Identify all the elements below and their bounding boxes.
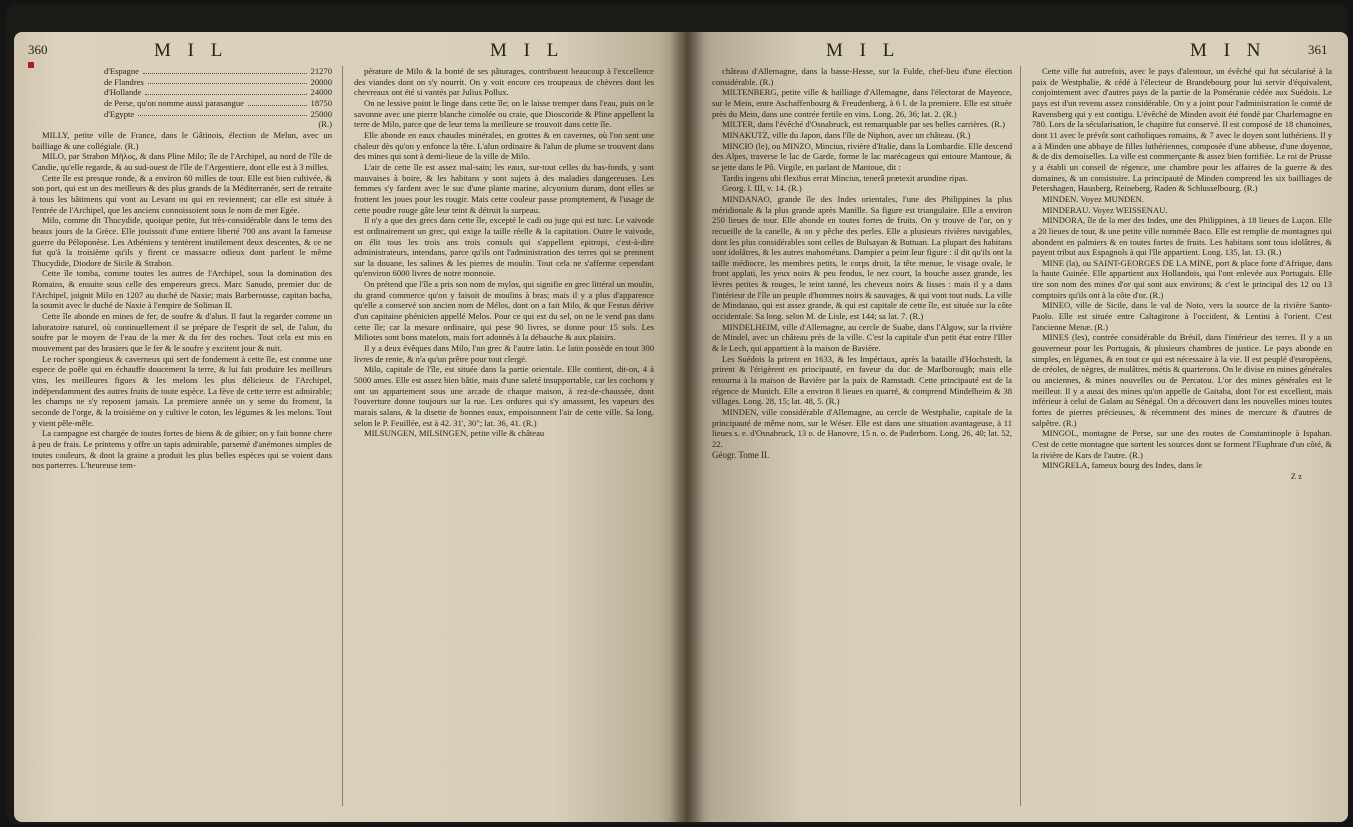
page-number: 361 bbox=[1308, 42, 1328, 57]
sheet-signature: Z z bbox=[1290, 470, 1302, 481]
paragraph: pérature de Milo & la bonté de ses pâturages, contribuent beaucoup à l'excellence des viandes dont on s'y nourrit. On y voit encore ces troupeaux de chèvres dont les chevreaux ont été si vantés par Julius Pollux. bbox=[354, 66, 654, 98]
article-text bbox=[354, 66, 654, 439]
column-rule bbox=[1020, 66, 1021, 806]
row-label: de Perse, qu'on nomme aussi parasangue bbox=[104, 97, 244, 108]
article-text bbox=[32, 130, 332, 471]
paragraph: château d'Allemagne, dans la basse-Hesse, sur la Fulde, chef-lieu d'une élection considérable. (R.) bbox=[712, 66, 1012, 87]
running-head: M I N bbox=[1190, 40, 1267, 61]
paragraph: Cette île abonde en mines de fer, de soufre & d'alun. Il faut la regarder comme un laboratoire naturel, où continuellement il se prépare de l'esprit de sel, de l'alun, du soufre par le moyen de l'eau de la mer & du fer des roches. Tout cela est mis en mouvement par des brasiers que le fer & le soufre y excitent jour & nuit. bbox=[32, 311, 332, 354]
book-gutter bbox=[670, 32, 704, 822]
paragraph: MINEO, ville de Sicile, dans le val de Noto, vers la source de la rivière Santo-Paolo. Elle est située entre Caltagirone à l'occident, & Lentini à l'orient. C'est l'ancienne Menæ. (R.) bbox=[1032, 300, 1332, 332]
paragraph: MILTENBERG, petite ville & bailliage d'Allemagne, dans l'électorat de Mayence, sur le Mein, entre Aschaffenbourg & Freudenberg, à 6 l. de la premiere. Elle est située près du Mein, dans une contrée fertile en vins. Long. 26, 36; lat. 2. (R.) bbox=[712, 87, 1012, 119]
table-row bbox=[32, 66, 332, 77]
page-number: 360 bbox=[28, 42, 48, 57]
paragraph: MINGRELA, fameux bourg des Indes, dans le bbox=[1042, 460, 1203, 471]
paragraph: Il y a deux évêques dans Milo, l'un grec & l'autre latin. Le latin possède en tout 300 livres de rente, & n'a qu'un prêtre pour tout clergé. bbox=[354, 343, 654, 364]
paragraph: Le rocher spongieux & caverneux qui sert de fondement à cette île, est comme une espece de poêle qui en échauffe doucement la terre, & lui fait produire les meilleurs vins, les meilleures figues & les melons les plus délicieux de l'Archipel, indépendamment des autres fruits de toute espèce. La fève de cette terre est admirable; les champs ne s'y reposent jamais. La premiere année on y seme du froment, la seconde de l'orge, & la troisième on y cultive le coton, les légumes & les melons. Tout y vient pêle-mêle. bbox=[32, 353, 332, 428]
row-label: d'Espagne bbox=[104, 66, 139, 76]
dot-leader bbox=[145, 87, 306, 95]
paragraph: Georg. l. III, v. 14. (R.) bbox=[722, 183, 802, 194]
column-rule bbox=[342, 66, 343, 806]
table-row bbox=[32, 109, 332, 120]
paragraph: MINDORA, île de la mer des Indes, une des Philippines, à 18 lieues de Luçon. Elle a 20 lieues de tour, & une petite ville nommée Baco. Elle est remplie de montagnes qui abondent en palmiers & en toutes fortes de fruits. Les habitans sont tous idolâtres, & payent tribut aux Espagnols à qui l'île appartient. Long. 135, lat. 13. (R.) bbox=[1032, 215, 1332, 258]
paragraph: MINAKUTZ, ville du Japon, dans l'île de Niphon, avec un château. (R.) bbox=[722, 129, 971, 140]
paragraph: Cette île tomba, comme toutes les autres de l'Archipel, sous la domination des Romains, & ensuite sous celle des empereurs grecs. Marc Sanudo, premier duc de l'Archipel, joignit Milo en 1207 au duché de Naxie; mais Barberousse, capitan bacha, la soumit avec le duché de Naxie à l'empire de Soliman II. bbox=[32, 268, 332, 311]
row-value: 21270 bbox=[310, 66, 332, 76]
paragraph: Il n'y a que des grecs dans cette île, excepté le cadi ou juge qui est turc. Le vaivode est ordinairement un grec, qui exige la taille réelle & la capitation. Outre le vaivode, on élit tous les trois ans trois consuls qui s'appellent epitropi, c'est-à-dire administrateurs, intendans, parce qu'ils ont l'administration des terres qui se prennent sur la douane, les salines & les pierres de moulin. Tout cela ne s'afferme cependant qu'environ 6000 livres de notre monnoie. bbox=[354, 215, 654, 279]
paragraph: Milo, comme dit Thucydide, quoique petite, fut très-considérable dans le tems des beaux jours de la Grèce. Elle jouissoit d'une entiere liberté 700 ans avant la fameuse guerre du Péloponèse. Les Athéniens y tentèrent inutilement deux descentes, & ce ne fut qu'à la troisième qu'ils y firent ce massacre odieux dont parlent le même Thucydide, Diodore de Sicile & Strabon. bbox=[32, 215, 332, 268]
dot-leader bbox=[143, 66, 307, 74]
table-row bbox=[32, 77, 332, 88]
paragraph: Tardis ingens ubi flexibus errat Mincius, tenerâ prætexit arundine ripas. bbox=[722, 172, 968, 183]
paragraph: MINDANAO, grande île des Indes orientales, l'une des Philippines la plus méridionale & la plus grande après Manille. Sa figure est triangulaire. Elle a environ 250 lieues de tour. Elle abonde en toutes fortes de fruits. On y trouve de l'or, on y recueille de la canelle, & on y pêche des perles. Elle a plusieurs rivières navigables, dont les plus considérables sont celles de Bulsayan & Buttuan. La plupart des habitans sont idolâtres, & les autres mahométans. Dampier a peint leur figure : il dit qu'ils ont la taille médiocre, les membres petits, le corps droit, la tête menue, le visage ovale, le front applati, les yeux noirs & peu fendus, le nez court, la bouche assez grande, les lèvres petites & rouges, le teint tanné, les cheveux noirs & lisses : mais il y a dans l'intérieur de l'île un peuple d'hommes noirs & sauvages, & qui vont tout nuds. La ville de Mindanao, qui est assez grande, & qui est capitale de cette île, est située sur la côte occidentale. Sa long. selon M. de Lisle, est 144; sa lat. 7. (R.) bbox=[712, 193, 1012, 322]
paragraph: MILTER, dans l'évêché d'Osnabruck, est remarquable par ses belles carrières. (R.) bbox=[722, 119, 1005, 130]
row-value: 24000 bbox=[310, 87, 332, 98]
paragraph: On ne lessive point le linge dans cette île; on le laisse tremper dans l'eau, puis on le savonne avec une pierre blanche cimolée ou craie, que Dioscoride & Pline appellent la terre de Milo, parce que de leur tems la meilleure se trouvoit dans cette île. bbox=[354, 97, 654, 130]
paragraph: MINDEN. Voyez MUNDEN. bbox=[1042, 193, 1144, 204]
left-page bbox=[14, 32, 686, 822]
dot-leader bbox=[148, 77, 307, 85]
article-text bbox=[712, 66, 1012, 450]
paragraph: MINGOL, montagne de Perse, sur une des routes de Constantinople à Ispahan. C'est de cette montagne que sortent les sources dont se forment l'Euphrate d'un côté, & la rivière de Kars de l'autre. (R.) bbox=[1032, 428, 1332, 460]
paragraph: MILO, par Strabon Μῆλος, & dans Pline Milo; île de l'Archipel, au nord de l'île de Candie, qu'elle regarde, & au sud-ouest de l'île de l'Argentiere, dont elle est à 3 milles. bbox=[32, 151, 332, 172]
row-label: d'Hollande bbox=[104, 87, 142, 98]
article-text bbox=[1032, 66, 1332, 471]
text-column bbox=[1032, 66, 1332, 482]
dot-leader bbox=[248, 98, 307, 106]
paragraph: Cette ville fut autrefois, avec le pays d'alentour, un évêché qui fut sécularisé à la paix de Westphalie, & cédé à l'électeur de Brandebourg pour lui servir d'équivalent, conjointement avec d'autres pays de la partie de la Poméranie cédée aux Suédois. Le pays est d'un revenu assez considérable. On y a joint pour l'administration le comté de Ravensberg qui y est contigu. L'évêché de Minden avoit été fondé par Charlemagne en 780. Lors de la sécularisation, le chapitre fut conservé. Il est composé de 18 chanoines, dont 11 avec le prévôt sont catholiques romains, & 7 avec le doyen sont luthériens. Il y a à Minden une abbaye de filles luthériennes, composée d'une abbesse, d'une doyenne, & de dix demoiselles. La ville est commerçante & assez bien fortifiée. Le roi de Prusse y a établi un conseil de régence, une chambre pour les affaires de la guerre & des domaines, & un consistoire. La principauté de Minden comprend les six bailliages de Petershagen, Hausberg, Reineberg, Raden & Schlusselbourg. (R.) bbox=[1032, 66, 1332, 194]
paragraph: MINES (les), contrée considérable du Brésil, dans l'intérieur des terres. Il y a un gouverneur pour les Portugais, & plusieurs chambres de justice. Le pays abonde en simples, en légumes, & en tout ce qui est nécessaire à la vie. Il est peuplé d'européens, de créoles, de nègres, de mulâtres, métis & quarterons. On le divise en mines générales ou anciennes, & mines nouvelles ou de Percatou. L'or des mines générales est le meilleur. Il y a aussi des mines qu'on appelle de Gaitaba, dont l'or est excellent, mais inférieur à celui de Galam au Sénégal. On a découvert dans les nouvelles mines toutes fortes de pierres précieuses, & récemment des mines de mercure & d'autres de salpêtre. (R.) bbox=[1032, 332, 1332, 428]
distance-table bbox=[32, 66, 332, 119]
paragraph: L'air de cette île est assez mal-sain; les eaux, sur-tout celles du bas-fonds, y sont mauvaises à boire, & les habitans y sont sujets à des maladies dangereuses. Les femmes s'y fardent avec le suc d'une plante marine, alcyonium durum, dont elles se frottent les joues pour les rougir. Mais cette couleur passe promptement, & l'usage de cette poudre rouge gâte leur teint & détruit la surpeau. bbox=[354, 161, 654, 215]
text-column bbox=[354, 66, 654, 439]
running-head: M I L bbox=[154, 40, 229, 61]
paragraph: Cette île est presque ronde, & a environ 60 milles de tour. Elle est bien cultivée, & son port, qui est un des meilleurs & des plus grands de la Méditerranée, sert de retraite à tous les bâtimens qui vont au Levant ou qui en reviennent; car elle est située à l'entrée de l'Archipel, que les anciens connoissoient sous le nom de mer Egée. bbox=[32, 172, 332, 215]
paragraph: MILLY, petite ville de France, dans le Gâtinois, élection de Melun, avec un bailliage & une collégiale. (R.) bbox=[32, 129, 332, 151]
right-page bbox=[686, 32, 1348, 822]
footer-signature: Géogr. Tome II. bbox=[712, 449, 770, 460]
text-column bbox=[32, 66, 332, 471]
table-row bbox=[32, 98, 332, 109]
paragraph: Les Suédois la prirent en 1633, & les Impériaux, après la bataille d'Hochstedt, la prirent & l'érigèrent en principauté, en faveur du duc de Marlborough; mais elle retourna à la maison de Bavière par la paix de Ramstadt. Cette principauté est de la régence de Munich. Elle a environ 8 lieues en quarré, & comprend Mindelheim & 38 villages. Long. 28, 15; lat. 48, 5. (R.) bbox=[712, 353, 1012, 407]
paragraph: La campagne est chargée de toutes fortes de biens & de gibier; on y fait bonne chere à peu de frais. Le printems y offre un tapis admirable, parsemé d'anémones simples de toutes couleurs, & dont la graine a produit les plus belles espèces qui se voient dans nos parterres. L'heureuse tem- bbox=[32, 428, 333, 471]
reference-mark: (R.) bbox=[318, 119, 332, 130]
paragraph: MINDELHEIM, ville d'Allemagne, au cercle de Suabe, dans l'Algow, sur la rivière de Mindel, avec un château près de la ville. C'est la capitale d'un petit état entre l'Iller & le Lech, qui appartient à la maison de Bavière. bbox=[712, 321, 1012, 354]
row-value: 20000 bbox=[310, 76, 332, 87]
row-value: 25000 bbox=[310, 108, 332, 119]
open-book bbox=[6, 4, 1348, 824]
row-label: de Flandres bbox=[104, 76, 144, 87]
running-head: M I L bbox=[490, 40, 565, 61]
dot-leader bbox=[138, 109, 306, 117]
paragraph: MILSUNGEN, MILSINGEN, petite ville & château bbox=[364, 428, 545, 439]
row-value: 18750 bbox=[310, 97, 332, 108]
paragraph: MINDERAU. Voyez WEISSENAU. bbox=[1042, 204, 1168, 215]
paragraph: MINE (la), ou SAINT-GEORGES DE LA MINE, port & place forte d'Afrique, dans la haute Guinée. Elle appartient aux Hollandois, qui l'ont enlevée aux Portugais. Elle tire son nom des mines d'or qui sont aux environs; & c'est le principal des 12 ou 13 comptoirs qu'ils ont à la côte d'or. (R.) bbox=[1032, 257, 1332, 300]
table-row bbox=[32, 87, 332, 98]
row-label: d'Egypte bbox=[104, 108, 135, 119]
paragraph: On prétend que l'île a pris son nom de mylos, qui signifie en grec littéral un moulin, du grand commerce qu'on y faisoit de moulins à bras; mais il y a plus d'apparence qu'elle a conservé son ancien nom de Mélos, dont on a fait Milo, & que Festus dérive d'un capitaine phénicien appellé Melos. Pour ce qui est du sel, on ne le vend pas dans cette île; car la mesure ordinaire, qui pese 90 livres, se donne pour 15 sols. Les Miliotes sont bons matelots, mais fort adonnés à la débauche & aux plaisirs. bbox=[354, 279, 654, 343]
paragraph: MINDEN, ville considérable d'Allemagne, au cercle de Westphalie, capitale de la principauté de même nom, sur le Wéser. Elle est dans une situation avantageuse, à 11 lieues s. e. d'Osnabruck, 13 o. de Hanovre, 15 n. o. de Paderborn. Long. 26, 40; lat. 52, 22. bbox=[712, 407, 1012, 449]
text-column bbox=[712, 66, 1012, 460]
paragraph: Milo, capitale de l'île, est située dans la partie orientale. Elle contient, dit-on, 4 à 5000 ames. Elle est assez bien bâtie, mais d'une saleté insupportable, car les cochons y ont un appartement sous une arcade de chaque maison, à rez-de-chaussée, dont l'ouverture donne toujours sur la rue. Les ordures qui s'y amassent, les vapeurs des marais salans, & la disette de bonnes eaux, empoisonnent l'air de cette ville. Sa long. selon le P. Feuillée, est à 42. 31', 30"; lat. 36, 41. (R.) bbox=[354, 364, 654, 428]
paragraph: MINCIO (le), ou MINZO, Mincius, rivière d'Italie, dans la Lombardie. Elle descend des Alpes, traverse le lac de Garde, forme le lac marécageux qui entoure Mantoue, & se jette dans le Pô. Virgile, en parlant de Mantoue, dit : bbox=[712, 140, 1012, 172]
running-head: M I L bbox=[826, 40, 901, 61]
paragraph: Elle abonde en eaux chaudes minérales, en grottes & en cavernes, où l'on sent une chaleur dès qu'on y enfonce la tête. L'alun ordinaire & l'alun de plume se trouvent dans des mines qui sont à demi-lieue de la ville de Milo. bbox=[354, 129, 654, 162]
